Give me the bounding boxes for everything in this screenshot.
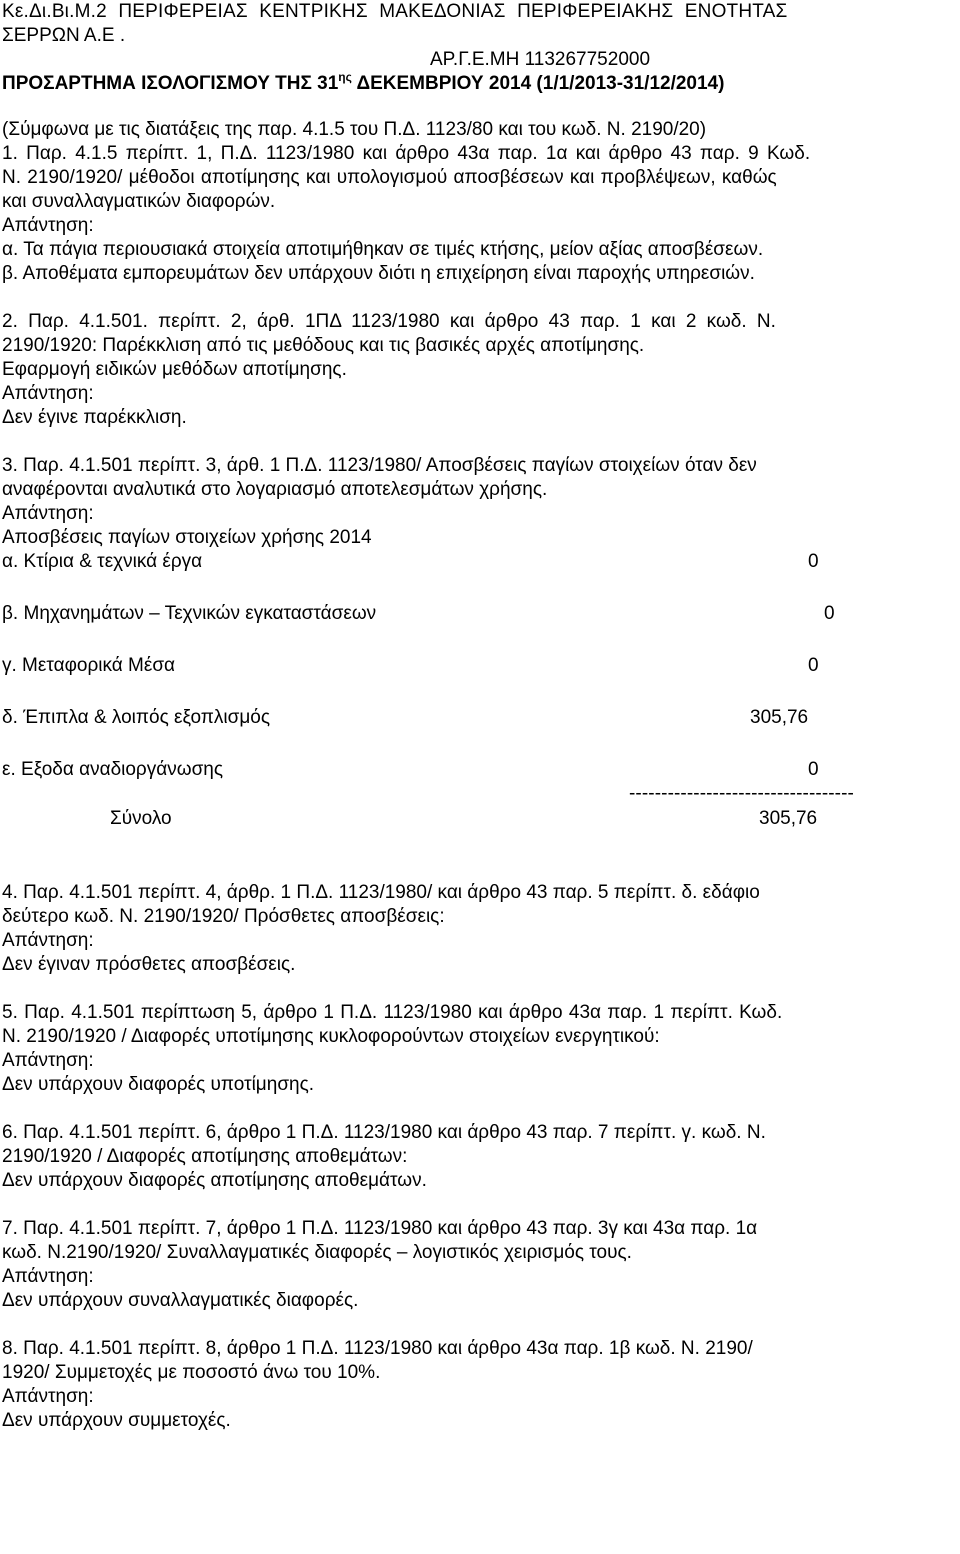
total-separator: -----------------------------------: [629, 783, 854, 804]
answer-label: Απάντηση:: [2, 503, 94, 524]
total-label: Σύνολο: [110, 808, 172, 829]
header-block: [2, 0, 957, 96]
answer-label: Απάντηση:: [2, 383, 94, 404]
answer-label: Απάντηση:: [2, 930, 94, 951]
title-date: ΔΕΚΕΜΒΡΙΟΥ 2014 (1/1/2013-31/12/2014): [351, 73, 725, 94]
answer-b: β. Αποθέματα εμπορευμάτων δεν υπάρχουν διότι η επιχείρηση είναι παροχής υπηρεσιών.: [2, 263, 755, 284]
company-name-line-2: ΣΕΡΡΩΝ Α.Ε .: [2, 25, 126, 46]
intro-line-1: (Σύμφωνα με τις διατάξεις της παρ. 4.1.5 του Π.Δ. 1123/80 και του κωδ. Ν. 2190/20): [2, 119, 707, 140]
depreciation-value: 0: [808, 655, 819, 676]
total-value: 305,76: [759, 808, 818, 829]
section-5: [2, 1001, 957, 1097]
section-8: [2, 1337, 957, 1433]
section-4-answer: Δεν έγιναν πρόσθετες αποσβέσεις.: [2, 954, 296, 975]
depreciation-label: δ. Έπιπλα & λοιπός εξοπλισμός: [2, 707, 271, 728]
section-8-line-1: 8. Παρ. 4.1.501 περίπτ. 8, άρθρο 1 Π.Δ. 1123/1980 και άρθρο 43α παρ. 1β κωδ. Ν. 2190/: [2, 1338, 753, 1359]
section-4-line-1: 4. Παρ. 4.1.501 περίπτ. 4, άρθρ. 1 Π.Δ. 1123/1980/ και άρθρο 43 παρ. 5 περίπτ. δ. εδάφιο: [2, 882, 760, 903]
intro-line-4: και συναλλαγματικών διαφορών.: [2, 191, 276, 212]
depreciation-label: γ. Μεταφορικά Μέσα: [2, 655, 176, 676]
answer-label: Απάντηση:: [2, 1266, 94, 1287]
depreciation-label: ε. Εξοδα αναδιοργάνωσης: [2, 759, 224, 780]
section-2: [2, 310, 957, 430]
section-3-line-1: 3. Παρ. 4.1.501 περίπτ. 3, άρθ. 1 Π.Δ. 1123/1980/ Αποσβέσεις παγίων στοιχείων όταν δεν: [2, 455, 757, 476]
document-page: [2, 0, 957, 1433]
title-main: ΠΡΟΣΑΡΤΗΜΑ ΙΣΟΛΟΓΙΣΜΟΥ ΤΗΣ 31: [2, 73, 339, 94]
title-superscript: ης: [338, 70, 352, 84]
section-2-line-3: Εφαρμογή ειδικών μεθόδων αποτίμησης.: [2, 359, 347, 380]
section-7: [2, 1217, 957, 1313]
answer-label: Απάντηση:: [2, 1386, 94, 1407]
intro-line-3: Ν. 2190/1920/ μέθοδοι αποτίμησης και υπολογισμού αποσβέσεων και προβλέψεων, καθώς: [2, 167, 777, 188]
section-intro: [2, 118, 957, 286]
depreciation-row: [2, 602, 957, 626]
answer-a: α. Τα πάγια περιουσιακά στοιχεία αποτιμήθηκαν σε τιμές κτήσης, μείον αξίας αποσβέσεων.: [2, 239, 764, 260]
section-2-line-1: 2. Παρ. 4.1.501. περίπτ. 2, άρθ. 1ΠΔ 1123/1980 και άρθρο 43 παρ. 1 και 2 κωδ. Ν.: [2, 311, 776, 332]
section-4-line-2: δεύτερο κωδ. Ν. 2190/1920/ Πρόσθετες αποσβέσεις:: [2, 906, 445, 927]
section-5-answer: Δεν υπάρχουν διαφορές υποτίμησης.: [2, 1074, 315, 1095]
depreciation-value: 0: [824, 603, 835, 624]
section-4: [2, 881, 957, 977]
section-6-answer: Δεν υπάρχουν διαφορές αποτίμησης αποθεμάτων.: [2, 1170, 427, 1191]
depreciation-label: β. Μηχανημάτων – Τεχνικών εγκαταστάσεων: [2, 603, 377, 624]
total-row: [2, 807, 957, 831]
section-5-line-1: 5. Παρ. 4.1.501 περίπτωση 5, άρθρο 1 Π.Δ. 1123/1980 και άρθρο 43α παρ. 1 περίπτ. Κωδ.: [2, 1002, 783, 1023]
depreciation-label: α. Κτίρια & τεχνικά έργα: [2, 551, 203, 572]
depreciation-heading: Αποσβέσεις παγίων στοιχείων χρήσης 2014: [2, 527, 372, 548]
section-7-answer: Δεν υπάρχουν συναλλαγματικές διαφορές.: [2, 1290, 359, 1311]
depreciation-row: [2, 758, 957, 782]
section-2-line-2: 2190/1920: Παρέκκλιση από τις μεθόδους και τις βασικές αρχές αποτίμησης.: [2, 335, 645, 356]
total-separator-row: [2, 782, 957, 806]
depreciation-row: [2, 706, 957, 730]
section-3-line-2: αναφέρονται αναλυτικά στο λογαριασμό αποτελεσμάτων χρήσης.: [2, 479, 548, 500]
section-7-line-2: κωδ. Ν.2190/1920/ Συναλλαγματικές διαφορές – λογιστικός χειρισμός τους.: [2, 1242, 632, 1263]
depreciation-row: [2, 550, 957, 574]
section-6: [2, 1121, 957, 1193]
depreciation-row: [2, 654, 957, 678]
section-6-line-1: 6. Παρ. 4.1.501 περίπτ. 6, άρθρο 1 Π.Δ. 1123/1980 και άρθρο 43 παρ. 7 περίπτ. γ. κωδ. Ν.: [2, 1122, 766, 1143]
answer-label: Απάντηση:: [2, 215, 94, 236]
section-2-answer: Δεν έγινε παρέκκλιση.: [2, 407, 187, 428]
section-3: [2, 454, 957, 831]
depreciation-value: 0: [808, 551, 819, 572]
answer-label: Απάντηση:: [2, 1050, 94, 1071]
registry-number: ΑΡ.Γ.Ε.ΜΗ 113267752000: [430, 49, 651, 70]
section-8-line-2: 1920/ Συμμετοχές με ποσοστό άνω του 10%.: [2, 1362, 381, 1383]
section-5-line-2: Ν. 2190/1920 / Διαφορές υποτίμησης κυκλοφορούντων στοιχείων ενεργητικού:: [2, 1026, 660, 1047]
depreciation-value: 305,76: [750, 707, 809, 728]
intro-line-2: 1. Παρ. 4.1.5 περίπτ. 1, Π.Δ. 1123/1980 και άρθρο 43α παρ. 1α και άρθρο 43 παρ. 9 Κωδ.: [2, 143, 811, 164]
company-name-line-1: Κε.Δι.Βι.Μ.2 ΠΕΡΙΦΕΡΕΙΑΣ ΚΕΝΤΡΙΚΗΣ ΜΑΚΕΔΟΝΙΑΣ ΠΕΡΙΦΕΡΕΙΑΚΗΣ ΕΝΟΤΗΤΑΣ: [2, 1, 788, 22]
section-8-answer: Δεν υπάρχουν συμμετοχές.: [2, 1410, 231, 1431]
depreciation-value: 0: [808, 759, 819, 780]
document-title: [2, 72, 957, 96]
section-6-line-2: 2190/1920 / Διαφορές αποτίμησης αποθεμάτων:: [2, 1146, 408, 1167]
section-7-line-1: 7. Παρ. 4.1.501 περίπτ. 7, άρθρο 1 Π.Δ. 1123/1980 και άρθρο 43 παρ. 3γ και 43α παρ. 1α: [2, 1218, 758, 1239]
